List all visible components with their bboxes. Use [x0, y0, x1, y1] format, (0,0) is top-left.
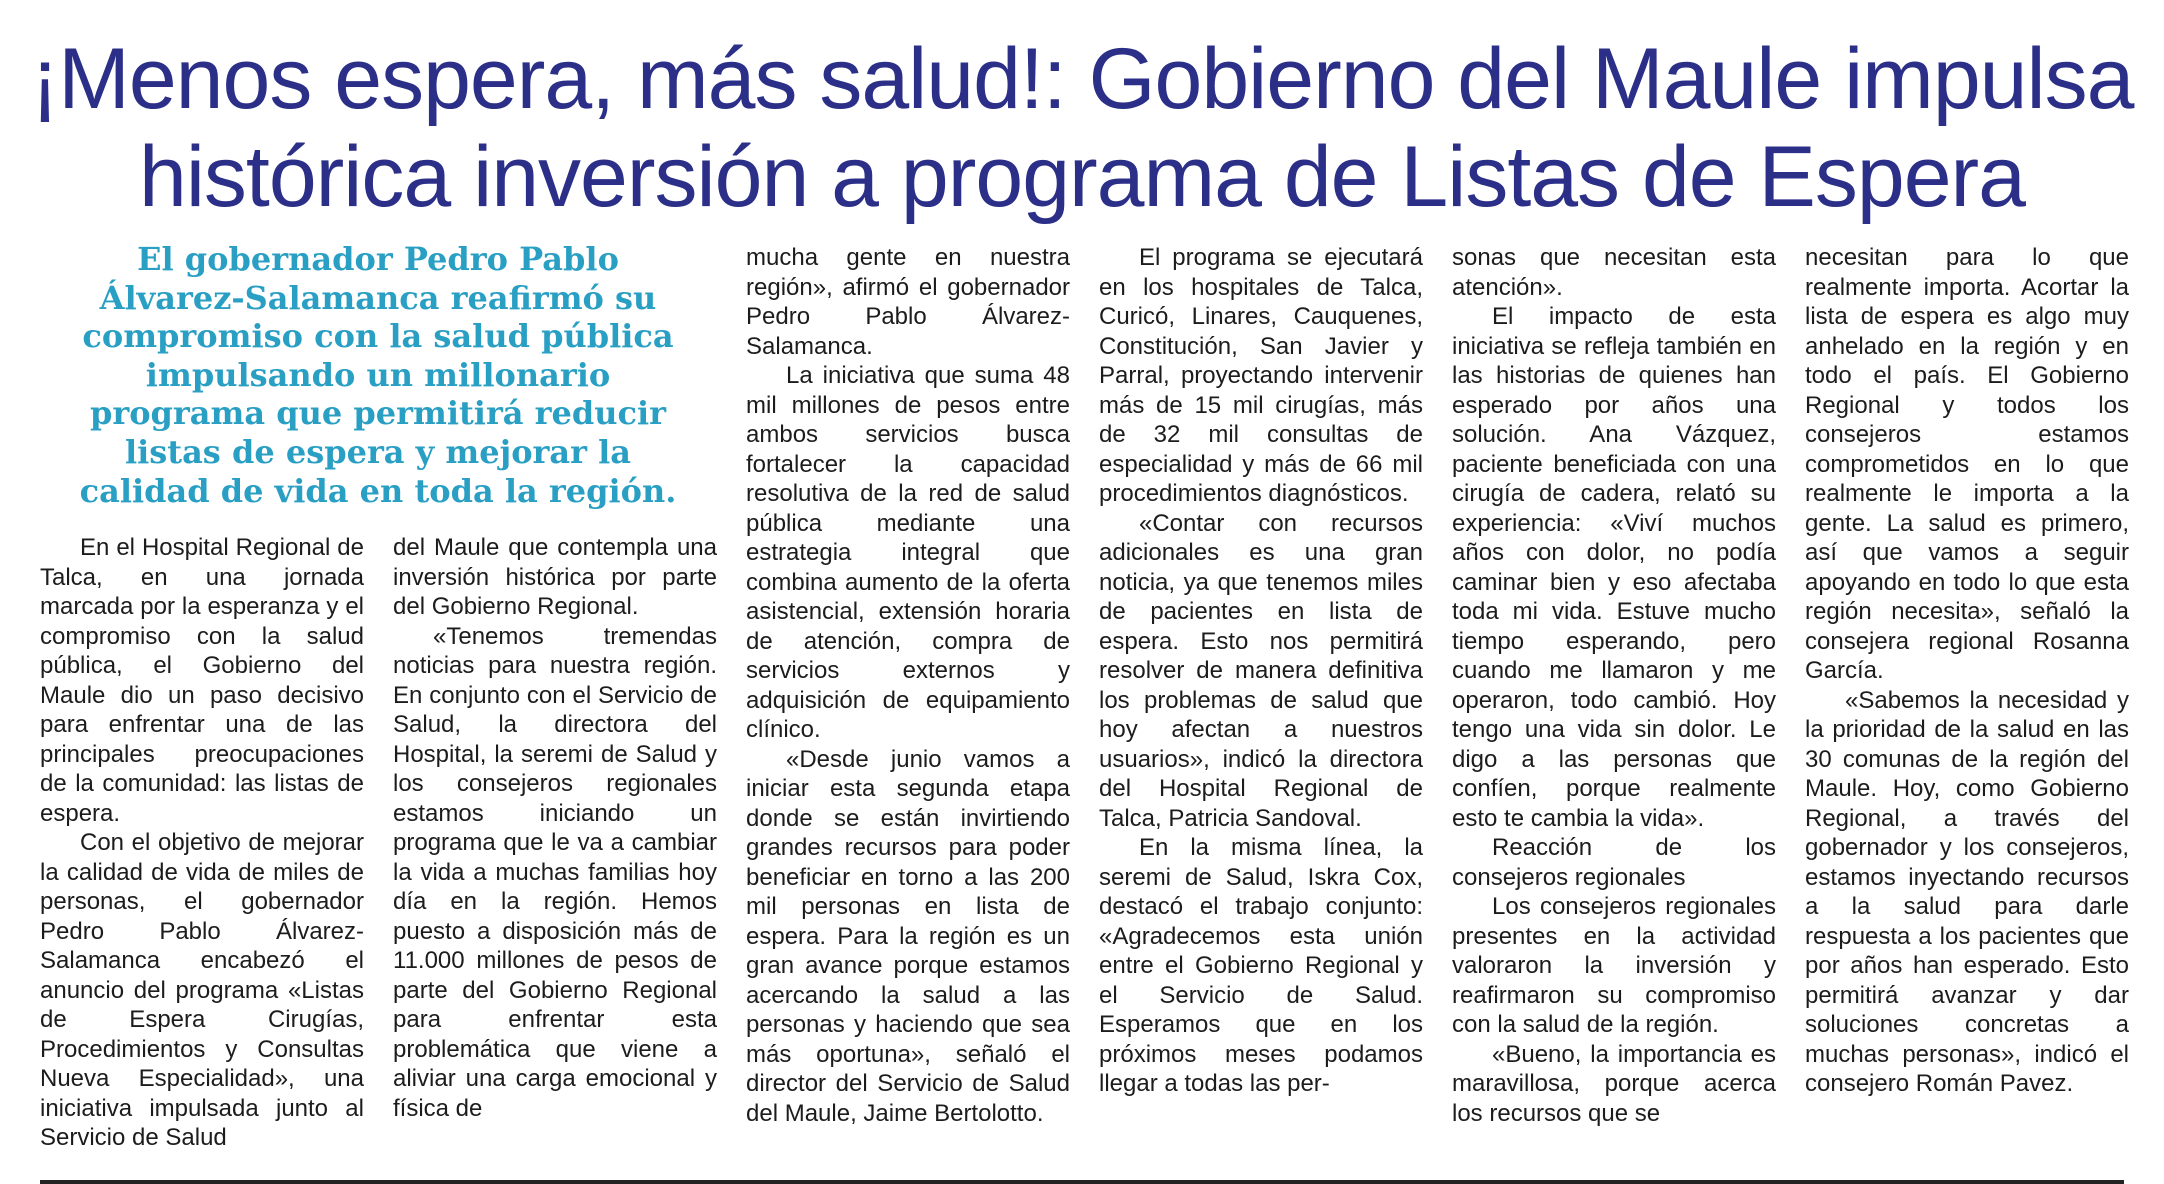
lead-line: Álvarez-Salamanca reafirmó su	[99, 278, 657, 317]
lead-line: compromiso con la salud pública	[82, 317, 674, 356]
article-paragraph: del Maule que contempla una inversión histórica por parte del Gobierno Regional.	[393, 534, 717, 620]
section-subheading: Reacción de los consejeros regionales	[1452, 834, 1776, 891]
article-paragraph: El impacto de esta iniciativa se refleja también en las historias de quienes han esperado por años una solución. Ana Vázquez, paciente beneficiada con una cirugía de cadera, relató su experiencia: «Viví muchos años con dolor, no podía caminar bien y eso afectaba toda mi vida. Estuve mucho tiempo esperando, pero cuando me llamaron y me operaron, todo cambió. Hoy tengo una vida sin dolor. Le digo a las personas que confíen, porque realmente esto te cambia la vida».	[1452, 303, 1776, 832]
article-paragraph: El programa se ejecutará en los hospitales de Talca, Curicó, Linares, Cauquenes, Constitución, San Javier y Parral, proyectando intervenir más de 15 mil cirugías, más de 32 mil consultas de especialidad y más de 66 mil procedimientos diagnósticos.	[1099, 244, 1423, 507]
article-paragraph: «Tenemos tremendas noticias para nuestra región. En conjunto con el Servicio de Salud, la directora del Hospital, la seremi de Salud y los consejeros regionales estamos iniciando un programa que le va a cambiar la vida a muchas familias hoy día en la región. Hemos puesto a disposición más de 11.000 millones de pesos de parte del Gobierno Regional para enfrentar esta problemática que viene a aliviar una carga emocional y física de	[393, 622, 717, 1122]
headline	[20, 30, 2144, 226]
headline-line-1: ¡Menos espera, más salud!: Gobierno del Maule impulsa	[30, 31, 2134, 127]
article-column-3	[746, 243, 1070, 1128]
article-paragraph: «Bueno, la importancia es maravillosa, porque acerca los recursos que se	[1452, 1040, 1776, 1127]
article-column-2	[393, 533, 717, 1123]
article-column-6	[1805, 243, 2129, 1099]
lead-paragraph	[38, 240, 718, 510]
bottom-divider	[40, 1180, 2124, 1184]
article-paragraph: sonas que necesitan esta atención».	[1452, 244, 1776, 301]
headline-line-2: histórica inversión a programa de Listas de Espera	[138, 129, 2025, 225]
article-column-1	[40, 533, 364, 1153]
lead-line: calidad de vida en toda la región.	[79, 471, 677, 510]
article-column-5	[1452, 243, 1776, 1128]
article-paragraph: «Sabemos la necesidad y la prioridad de la salud en las 30 comunas de la región del Maule. Hoy, como Gobierno Regional, a través del gobernador y los consejeros, estamos inyectando recursos a la salud para darle respuesta a los pacientes que por años han esperado. Esto permitirá avanzar y dar soluciones concretas a muchas personas», indicó el consejero Román Pavez.	[1805, 686, 2129, 1097]
lead-line: impulsando un millonario	[145, 355, 611, 394]
article-paragraph: En la misma línea, la seremi de Salud, Iskra Cox, destacó el trabajo conjunto: «Agradecemos esta unión entre el Gobierno Regional y el Servicio de Salud. Esperamos que en los próximos meses podamos llegar a todas las per-	[1099, 834, 1423, 1097]
article-paragraph: La iniciativa que suma 48 mil millones de pesos entre ambos servicios busca fortalecer la capacidad resolutiva de la red de salud pública mediante una estrategia integral que combina aumento de la oferta asistencial, extensión horaria de atención, compra de servicios externos y adquisición de equipamiento clínico.	[746, 362, 1070, 743]
lead-line: programa que permitirá reducir	[89, 394, 667, 433]
article-paragraph: Los consejeros regionales presentes en la actividad valoraron la inversión y reafirmaron su compromiso con la salud de la región.	[1452, 893, 1776, 1038]
article-paragraph: «Contar con recursos adicionales es una gran noticia, ya que tenemos miles de pacientes en lista de espera. Esto nos permitirá resolver de manera definitiva los problemas de salud que hoy afectan a nuestros usuarios», indicó la directora del Hospital Regional de Talca, Patricia Sandoval.	[1099, 509, 1423, 832]
article-paragraph: necesitan para lo que realmente importa. Acortar la lista de espera es algo muy anhelado en la región y en todo el país. El Gobierno Regional y todos los consejeros estamos comprometidos en lo que realmente le importa a la gente. La salud es primero, así que vamos a seguir apoyando en todo lo que esta región necesita», señaló la consejera regional Rosanna García.	[1805, 244, 2129, 684]
article-paragraph: mucha gente en nuestra región», afirmó el gobernador Pedro Pablo Álvarez-Salamanca.	[746, 244, 1070, 360]
lead-line: El gobernador Pedro Pablo	[137, 240, 619, 278]
article-paragraph: Con el objetivo de mejorar la calidad de vida de miles de personas, el gobernador Pedro Pablo Álvarez-Salamanca encabezó el anuncio del programa «Listas de Espera Cirugías, Procedimientos y Consultas Nueva Especialidad», una iniciativa impulsada junto al Servicio de Salud	[40, 829, 364, 1151]
article-column-4	[1099, 243, 1423, 1099]
article-paragraph: En el Hospital Regional de Talca, en una jornada marcada por la esperanza y el compromiso con la salud pública, el Gobierno del Maule dio un paso decisivo para enfrentar una de las principales preocupaciones de la comunidad: las listas de espera.	[40, 534, 364, 827]
article-paragraph: «Desde junio vamos a iniciar esta segunda etapa donde se están invirtiendo grandes recursos para poder beneficiar en torno a las 200 mil personas en lista de espera. Para la región es un gran avance porque estamos acercando la salud a las personas y haciendo que sea más oportuna», señaló el director del Servicio de Salud del Maule, Jaime Bertolotto.	[746, 745, 1070, 1127]
lead-line: listas de espera y mejorar la	[124, 432, 632, 471]
